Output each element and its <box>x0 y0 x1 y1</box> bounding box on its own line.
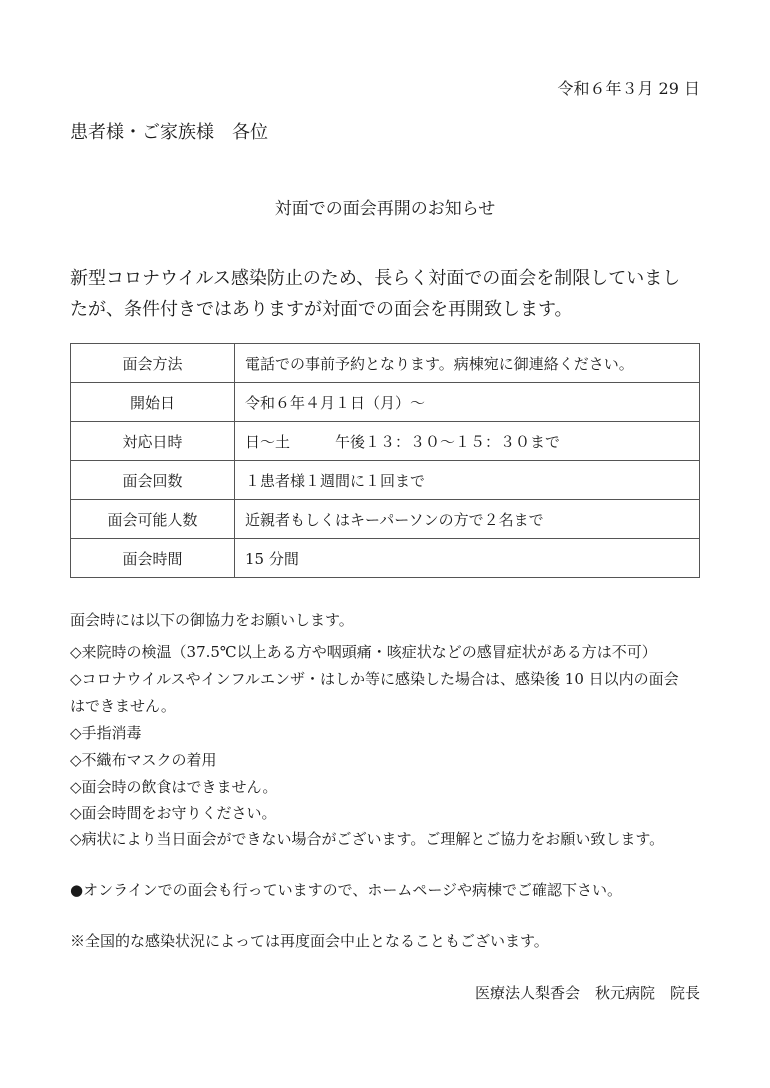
note-keep-time: ◇面会時間をお守りください。 <box>70 804 277 822</box>
table-row <box>71 461 700 500</box>
table-row <box>71 539 700 578</box>
signature: 医療法人梨香会 秋元病院 院長 <box>474 984 700 1002</box>
note-infection-continued: はできません。 <box>70 697 176 715</box>
row-label-method: 面会方法 <box>71 344 235 383</box>
row-label-duration: 面会時間 <box>71 539 235 578</box>
note-infection: ◇コロナウイルスやインフルエンザ・はしか等に感染した場合は、感染後 10 日以内の面会 <box>70 670 679 688</box>
document-date: 令和６年３月 29 日 <box>557 79 700 98</box>
note-condition: ◇病状により当日面会ができない場合がございます。ご理解とご協力をお願い致します。 <box>70 830 665 848</box>
table-row <box>71 422 700 461</box>
note-mask: ◇不織布マスクの着用 <box>70 751 217 769</box>
note-hand-sanitize: ◇手指消毒 <box>70 724 142 742</box>
row-value-frequency: １患者様１週間に１回まで <box>235 461 700 500</box>
intro-line-2: たが、条件付きではありますが対面での面会を再開致します。 <box>70 299 573 320</box>
table-row <box>71 383 700 422</box>
row-label-frequency: 面会回数 <box>71 461 235 500</box>
addressee: 患者様・ご家族様 各位 <box>70 122 268 143</box>
row-value-duration: 15 分間 <box>235 539 700 578</box>
row-value-hours: 日〜土 午後１３：３０〜１５：３０まで <box>235 422 700 461</box>
row-value-method: 電話での事前予約となります。病棟宛に御連絡ください。 <box>235 344 700 383</box>
disclaimer-note: ※全国的な感染状況によっては再度面会中止となることもございます。 <box>70 932 549 950</box>
row-value-visitors: 近親者もしくはキーパーソンの方で２名まで <box>235 500 700 539</box>
note-no-eating: ◇面会時の飲食はできません。 <box>70 778 278 796</box>
row-label-hours: 対応日時 <box>71 422 235 461</box>
notes-intro: 面会時には以下の御協力をお願いします。 <box>70 611 354 629</box>
row-label-start-date: 開始日 <box>71 383 235 422</box>
row-label-visitors: 面会可能人数 <box>71 500 235 539</box>
document-title: 対面での面会再開のお知らせ <box>274 199 496 219</box>
intro-line-1: 新型コロナウイルス感染防止のため、長らく対面での面会を制限していまし <box>70 268 681 289</box>
online-visit-note: ●オンラインでの面会も行っていますので、ホームページや病棟でご確認下さい。 <box>70 881 623 899</box>
row-value-start-date: 令和６年４月１日（月）〜 <box>235 383 700 422</box>
note-temperature-check: ◇来院時の検温（37.5℃以上ある方や咽頭痛・咳症状などの感冒症状がある方は不可） <box>70 643 657 661</box>
table-row <box>71 344 700 383</box>
table-row <box>71 500 700 539</box>
visit-info-table <box>70 343 700 578</box>
